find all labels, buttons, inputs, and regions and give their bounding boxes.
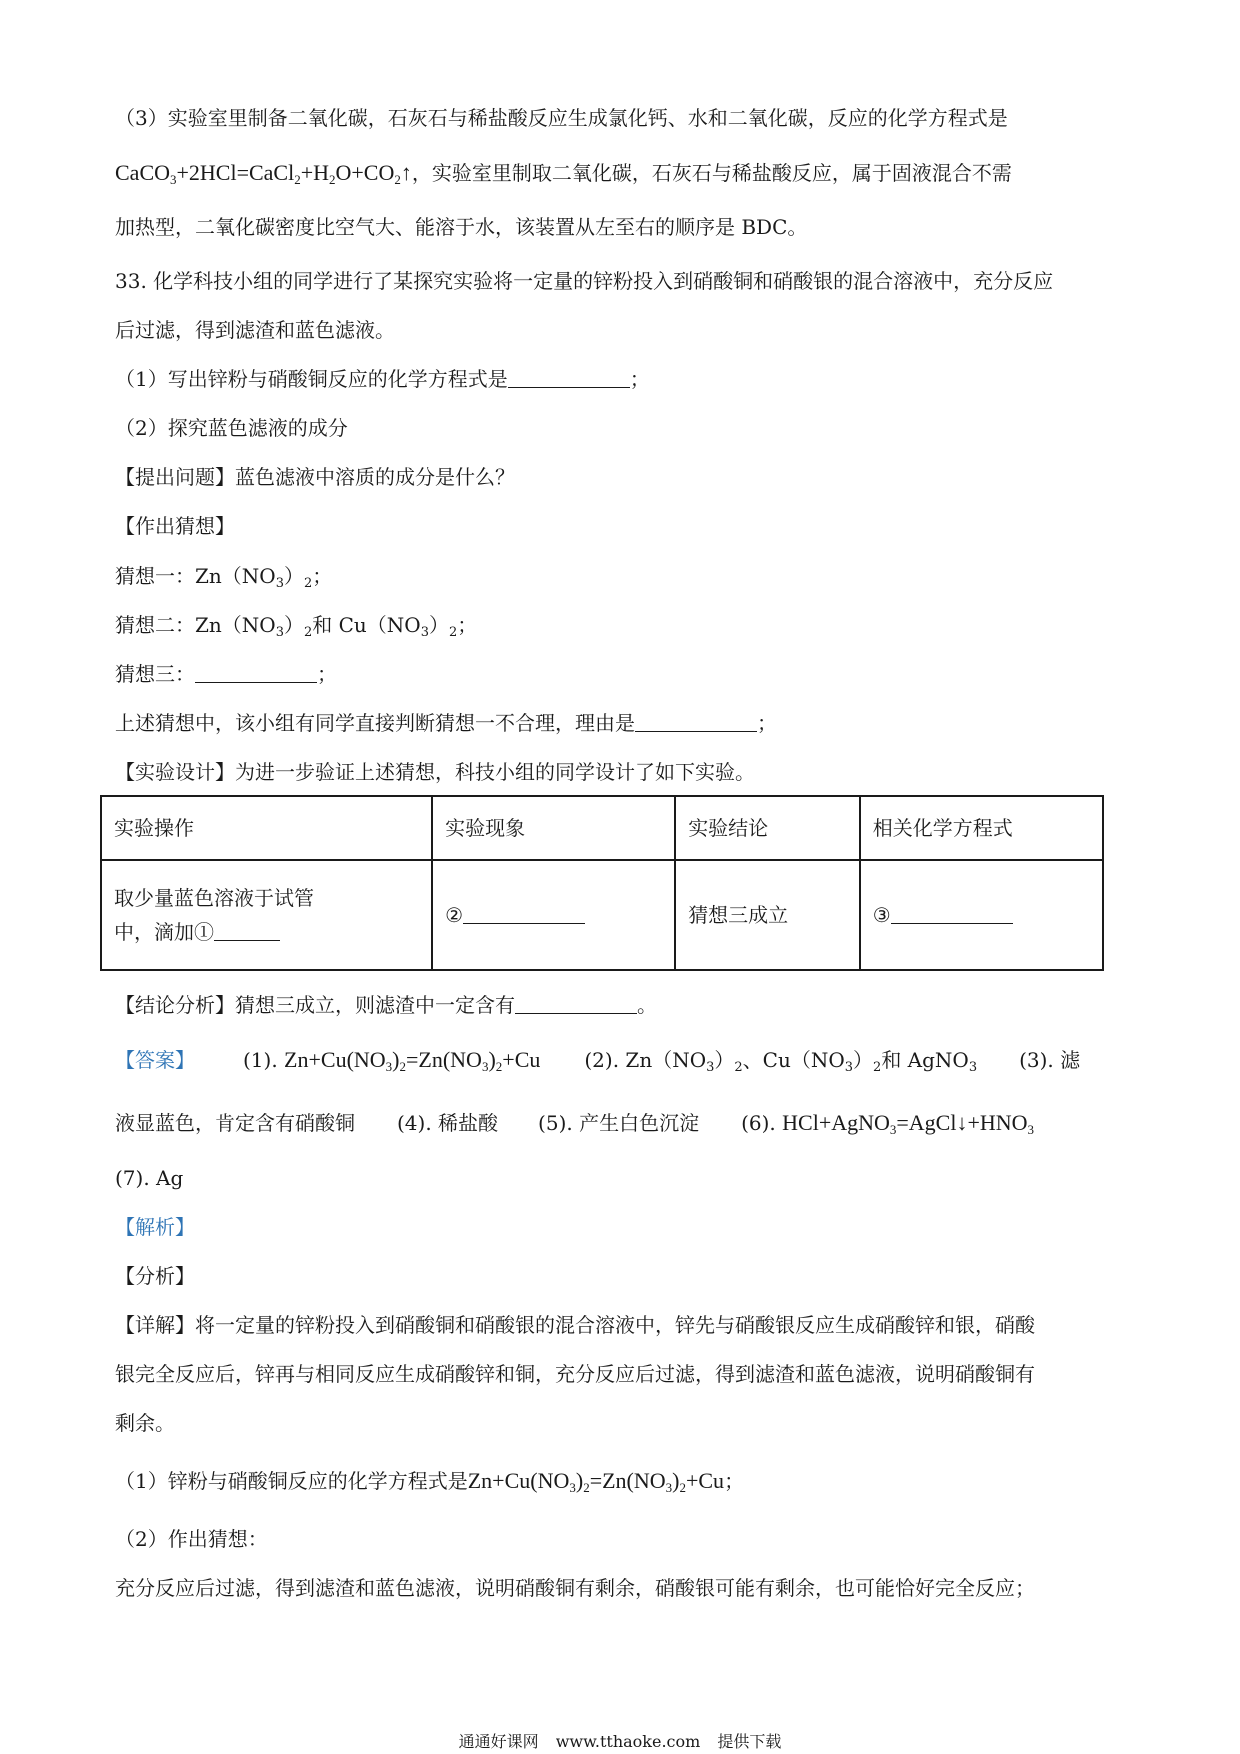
explain-step2: （2）作出猜想： xyxy=(115,1527,268,1551)
explain-step3: 充分反应后过滤，得到滤渣和蓝色滤液，说明硝酸铜有剩余，硝酸银可能有剩余，也可能恰好完全反应； xyxy=(115,1576,1035,1600)
zn-cu-equation: $Zn+Cu(NO_3)_2=Zn(NO_3)_2+Cu$ xyxy=(284,1047,541,1074)
p3-line1: （3）实验室里制备二氧化碳，石灰石与稀盐酸反应生成氯化钙、水和二氧化碳，反应的化学方程式是 xyxy=(115,106,1008,130)
hypothesis-2: 猜想二：$Zn(NO_3)_2$和 $Cu(NO_3)_2$； xyxy=(115,613,478,640)
table-header: 实验操作 xyxy=(101,796,432,860)
answer-blank[interactable] xyxy=(635,711,757,732)
answer-blank[interactable] xyxy=(463,903,585,924)
p3-line3: 加热型，二氧化碳密度比空气大、能溶于水，该装置从左至右的顺序是 BDC。 xyxy=(115,215,808,239)
hcl-agno3-equation: $HCl+AgNO_3=AgCl↓+HNO_3$ xyxy=(782,1110,1035,1137)
zn-cu-equation: $Zn+Cu(NO_3)_2=Zn(NO_3)_2+Cu$ xyxy=(467,1468,725,1495)
q33-question: 【提出问题】蓝色滤液中溶质的成分是什么？ xyxy=(115,465,515,489)
explain-step1: （1）锌粉与硝酸铜反应的化学方程式是$Zn+Cu(NO_3)_2=Zn(NO_3)_2+Cu$； xyxy=(115,1468,745,1495)
answer-line3: (7). Ag xyxy=(115,1166,184,1190)
table-header: 实验现象 xyxy=(432,796,675,860)
explain-detail-line3: 剩余。 xyxy=(115,1411,175,1435)
answer-label: 【答案】 xyxy=(115,1048,195,1072)
table-cell-conclusion: 猜想三成立 xyxy=(675,860,860,970)
experiment-design: 【实验设计】为进一步验证上述猜想，科技小组的同学设计了如下实验。 xyxy=(115,760,755,784)
q33-line2: 后过滤，得到滤渣和蓝色滤液。 xyxy=(115,318,395,342)
q33-sub1: （1）写出锌粉与硝酸铜反应的化学方程式是 ； xyxy=(115,367,650,391)
table-cell-operation: 取少量蓝色溶液于试管 中，滴加① xyxy=(101,860,432,970)
q33-hypo-title: 【作出猜想】 xyxy=(115,514,235,538)
hypothesis-3: 猜想三： ； xyxy=(115,662,337,686)
table-header: 相关化学方程式 xyxy=(860,796,1103,860)
q33-line1: 33. 化学科技小组的同学进行了某探究实验将一定量的锌粉投入到硝酸铜和硝酸银的混合溶液中，充分反应 xyxy=(115,269,1054,293)
table-row xyxy=(101,860,1103,970)
page-footer xyxy=(0,1732,1240,1752)
table-header: 实验结论 xyxy=(675,796,860,860)
answer-blank[interactable] xyxy=(214,920,280,941)
footer-url[interactable]: www.tthaoke.com xyxy=(555,1732,701,1751)
footer-site: 通通好课网 xyxy=(458,1732,539,1751)
table-cell-equation: ③ xyxy=(860,860,1103,970)
explain-detail-line1: 【详解】将一定量的锌粉投入到硝酸铜和硝酸银的混合溶液中，锌先与硝酸银反应生成硝酸锌和银，硝酸 xyxy=(115,1313,1035,1337)
p3-line2-text: ，实验室里制取二氧化碳，石灰石与稀盐酸反应，属于固液混合不需 xyxy=(411,161,1012,185)
answer-line1: 【答案】 (1). $Zn+Cu(NO_3)_2=Zn(NO_3)_2+Cu$ (2). $Zn(NO_3)_2$、$Cu(NO_3)_2$和 AgNO$_3$ (3). 滤 xyxy=(115,1047,1081,1075)
q33-sub2: （2）探究蓝色滤液的成分 xyxy=(115,416,348,440)
footer-note: 提供下载 xyxy=(717,1732,782,1751)
conclusion-analysis: 【结论分析】猜想三成立，则滤渣中一定含有 。 xyxy=(115,993,657,1017)
answer-blank[interactable] xyxy=(195,662,317,683)
explain-detail-line2: 银完全反应后，锌再与相同反应生成硝酸锌和铜，充分反应后过滤，得到滤渣和蓝色滤液，说明硝酸铜有 xyxy=(115,1362,1035,1386)
explain-label: 【解析】 xyxy=(115,1215,195,1239)
answer-line2: 液显蓝色，肯定含有硝酸铜 (4). 稀盐酸 (5). 产生白色沉淀 (6). $HCl+AgNO_3=AgCl↓+HNO_3$ xyxy=(115,1110,1035,1137)
answer-blank[interactable] xyxy=(515,993,637,1014)
hypothesis-1: 猜想一：$Zn(NO_3)_2$； xyxy=(115,564,333,591)
hypothesis-reason: 上述猜想中，该小组有同学直接判断猜想一不合理，理由是 ； xyxy=(115,711,777,735)
q33-sub1-text: （1）写出锌粉与硝酸铜反应的化学方程式是 xyxy=(115,367,508,391)
experiment-table xyxy=(100,795,1104,971)
p3-line2 xyxy=(115,158,1135,188)
answer-blank[interactable] xyxy=(891,903,1013,924)
table-header-row xyxy=(101,796,1103,860)
explain-analysis-title: 【分析】 xyxy=(115,1264,195,1288)
caco3-equation: $CaCO_3+2HCl=CaCl_2+H_2O+CO_2↑$ xyxy=(115,160,412,187)
answer-blank[interactable] xyxy=(508,367,630,388)
table-cell-phenomenon: ② xyxy=(432,860,675,970)
